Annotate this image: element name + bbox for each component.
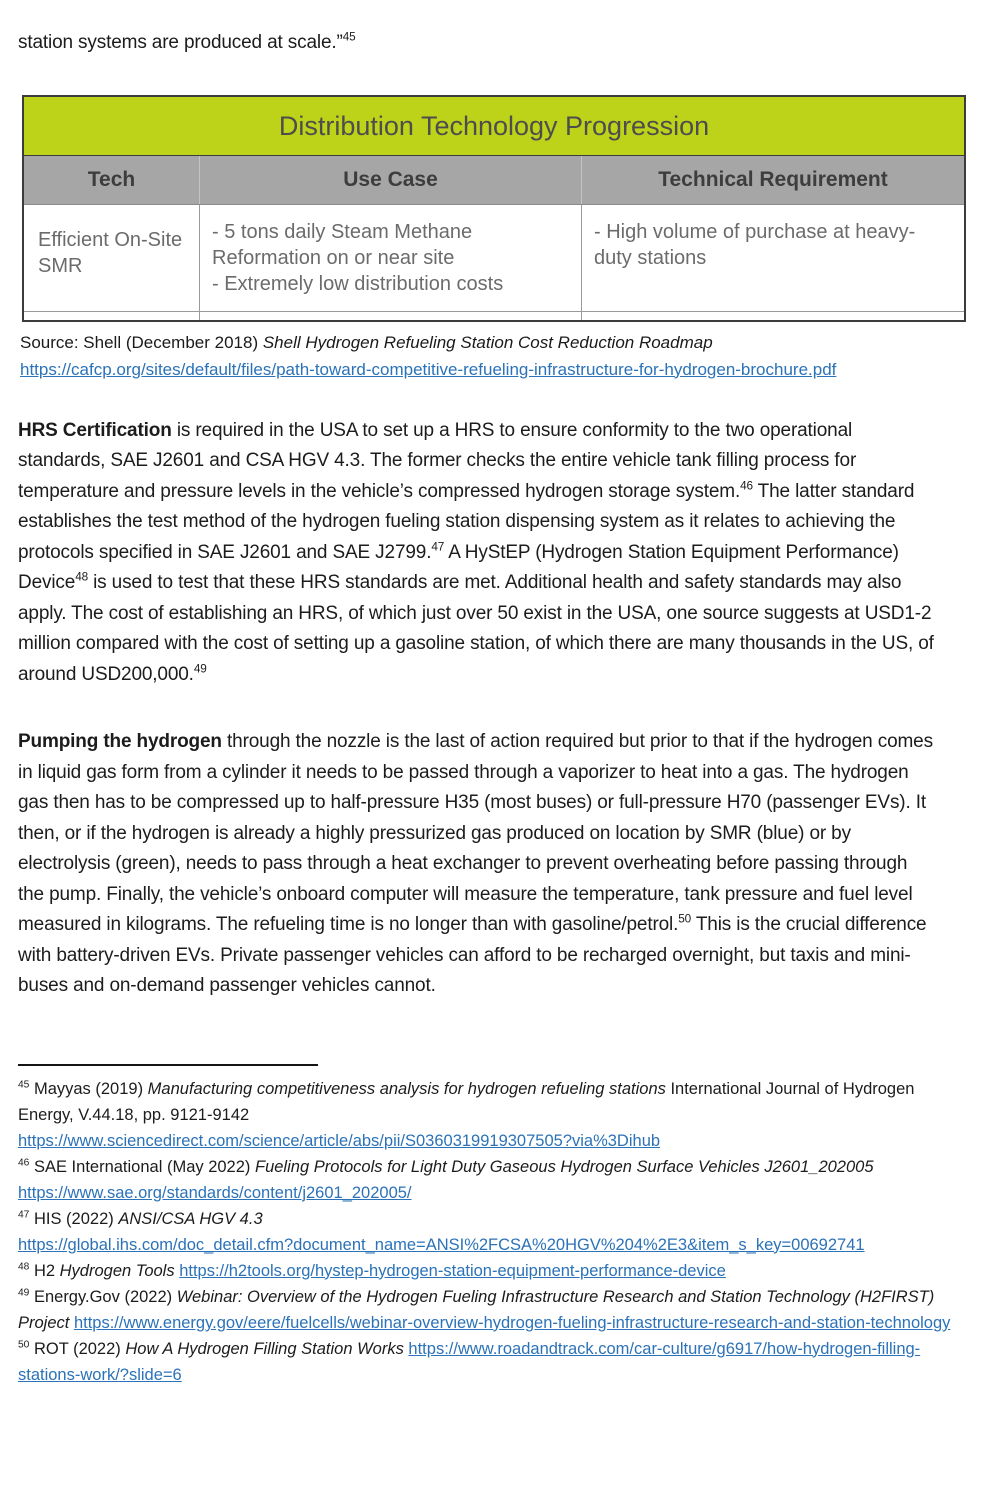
intro-paragraph	[18, 28, 935, 59]
footnote-ref: 49	[193, 662, 207, 676]
footnote-separator	[18, 1064, 318, 1066]
cell-use-case	[200, 205, 582, 311]
text-run: The latter standard establishes the test method of the hydrogen fueling station dispensing system as it relates to achieving the protocols specified in SAE J2601 and SAE J2799.	[18, 480, 915, 563]
cell-technical-requirement	[582, 205, 964, 311]
cell-empty	[24, 312, 200, 320]
footnote-46	[18, 1154, 963, 1206]
column-header-technical-requirement: Technical Requirement	[658, 167, 888, 191]
text-run: Hydrogen Tools	[59, 1261, 175, 1280]
column-header-use-case: Use Case	[200, 156, 582, 204]
text-run: This is the crucial difference with battery-driven EVs. Private passenger vehicles can afford to be recharged overnight, but taxis and mini-buses and on-demand passenger vehicles cannot.	[18, 914, 927, 996]
text-run: H2	[29, 1261, 60, 1280]
text-run: HIS (2022)	[29, 1209, 119, 1228]
text-run: International Journal of Hydrogen Energy, V.44.18, pp. 9121-9142	[18, 1079, 915, 1124]
cell-empty	[200, 312, 582, 320]
footnote-48	[18, 1258, 963, 1284]
footnote-45	[18, 1076, 963, 1154]
pumping-hydrogen-paragraph	[18, 727, 935, 1002]
footnote-ref: 45	[18, 1079, 30, 1090]
source-caption	[20, 332, 945, 354]
text-run: Source: Shell (December 2018)	[20, 332, 263, 352]
column-header-tech: Tech	[24, 156, 200, 204]
hyperlink[interactable]: https://www.energy.gov/eere/fuelcells/webinar-overview-hydrogen-fueling-infrastructure-research-and-station-technology	[73, 1313, 951, 1332]
text-run: SAE International (May 2022)	[29, 1157, 255, 1176]
hyperlink[interactable]: https://www.sae.org/standards/content/j2601_202005/	[18, 1183, 412, 1202]
text-run: Energy.Gov (2022)	[29, 1287, 177, 1306]
footnote-ref: 49	[18, 1287, 30, 1298]
use-case-bullet: - Extremely low distribution costs	[212, 272, 504, 295]
table-row	[24, 205, 964, 311]
footnote-ref: 50	[678, 912, 692, 926]
text-run: through the nozzle is the last of action required but prior to that if the hydrogen comes in liquid gas form from a cylinder it needs to be passed through a vaporizer to heat into a gas. The hydrogen gas then has to be compressed up to half-pressure H35 (most buses) or full-pressure H70 (passenger EVs). It then, or if the hydrogen is already a highly pressurized gas produced on location by SMR (blue) or by electrolysis (green), needs to pass through a heat exchanger to prevent overheating before passing through the pump. Finally, the vehicle’s onboard computer will measure the temperature, tank pressure and fuel level measured in kilograms. The refueling time is no longer than with gasoline/petrol.	[18, 731, 933, 935]
text-run: Fueling Protocols for Light Duty Gaseous Hydrogen Surface Vehicles J2601_202005	[255, 1157, 874, 1176]
table-header-row	[24, 156, 964, 205]
source-hyperlink[interactable]: https://cafcp.org/sites/default/files/path-toward-competitive-refueling-infrastructure-for-hydrogen-brochure.pdf	[20, 359, 837, 379]
footnote-ref: 46	[740, 479, 753, 493]
footnote-47	[18, 1206, 963, 1258]
hyperlink[interactable]: https://www.roadandtrack.com/car-culture/g6917/how-hydrogen-filling-stations-work/?slide=6	[18, 1339, 921, 1384]
text-run: How A Hydrogen Filling Station Works	[125, 1339, 404, 1358]
text-run: A HyStEP (Hydrogen Station Equipment Performance) Device	[18, 541, 899, 593]
table-row-partial	[24, 311, 964, 320]
text-run: ROT (2022)	[29, 1339, 126, 1358]
table-title: Distribution Technology Progression	[24, 97, 964, 156]
footnote-ref: 48	[18, 1261, 30, 1272]
text-run: is used to test that these HRS standards are met. Additional health and safety standards may also apply. The cost of establishing an HRS, of which just over 50 exist in the USA, one source suggests at USD1-2 million compared with the cost of setting up a gasoline station, of which there are many thousands in the US, of around USD200,000.	[18, 572, 934, 685]
footnote-ref: 45	[342, 30, 356, 44]
text-run: Pumping the hydrogen	[18, 731, 222, 752]
hyperlink[interactable]: https://global.ihs.com/doc_detail.cfm?document_name=ANSI%2FCSA%20HGV%204%2E3&item_s_key=00692741	[18, 1235, 865, 1254]
text-run: Shell Hydrogen Refueling Station Cost Reduction Roadmap	[262, 332, 713, 352]
footnote-ref: 46	[18, 1157, 30, 1168]
footnote-49	[18, 1284, 963, 1336]
hyperlink[interactable]: https://h2tools.org/hystep-hydrogen-station-equipment-performance-device	[179, 1261, 726, 1280]
text-run: Mayyas (2019)	[29, 1079, 148, 1098]
text-run: ANSI/CSA HGV 4.3	[118, 1209, 263, 1228]
cell-tech: Efficient On-Site SMR	[24, 205, 200, 311]
footnote-50	[18, 1336, 963, 1388]
text-run: Manufacturing competitiveness analysis for hydrogen refueling stations	[147, 1079, 666, 1098]
use-case-bullet: - 5 tons daily Steam Methane Reformation on or near site	[212, 220, 473, 269]
text-run: is required in the USA to set up a HRS to ensure conformity to the two operational standards, SAE J2601 and CSA HGV 4.3. The former checks the entire vehicle tank filling process for temperature and pressure levels in the vehicle’s compressed hydrogen storage system.	[18, 419, 857, 502]
hyperlink[interactable]: https://www.sciencedirect.com/science/article/abs/pii/S0360319919307505?via%3Dihub	[18, 1131, 661, 1150]
distribution-technology-table	[22, 95, 966, 322]
technical-requirement-bullet: - High volume of purchase at heavy-duty stations	[594, 220, 916, 269]
footnotes-section	[18, 1076, 963, 1388]
text-run: station systems are produced at scale.”	[18, 32, 343, 53]
source-link-line	[20, 359, 945, 381]
hrs-certification-paragraph	[18, 416, 935, 691]
cell-empty	[582, 312, 964, 320]
footnote-ref: 47	[18, 1209, 30, 1220]
text-run: Webinar: Overview of the Hydrogen Fueling Infrastructure Research and Station Technology (H2FIRST) Project	[18, 1287, 935, 1332]
footnote-ref: 50	[18, 1339, 30, 1350]
footnote-ref: 48	[75, 570, 88, 584]
footnote-ref: 47	[431, 540, 445, 554]
text-run: HRS Certification	[18, 419, 172, 441]
